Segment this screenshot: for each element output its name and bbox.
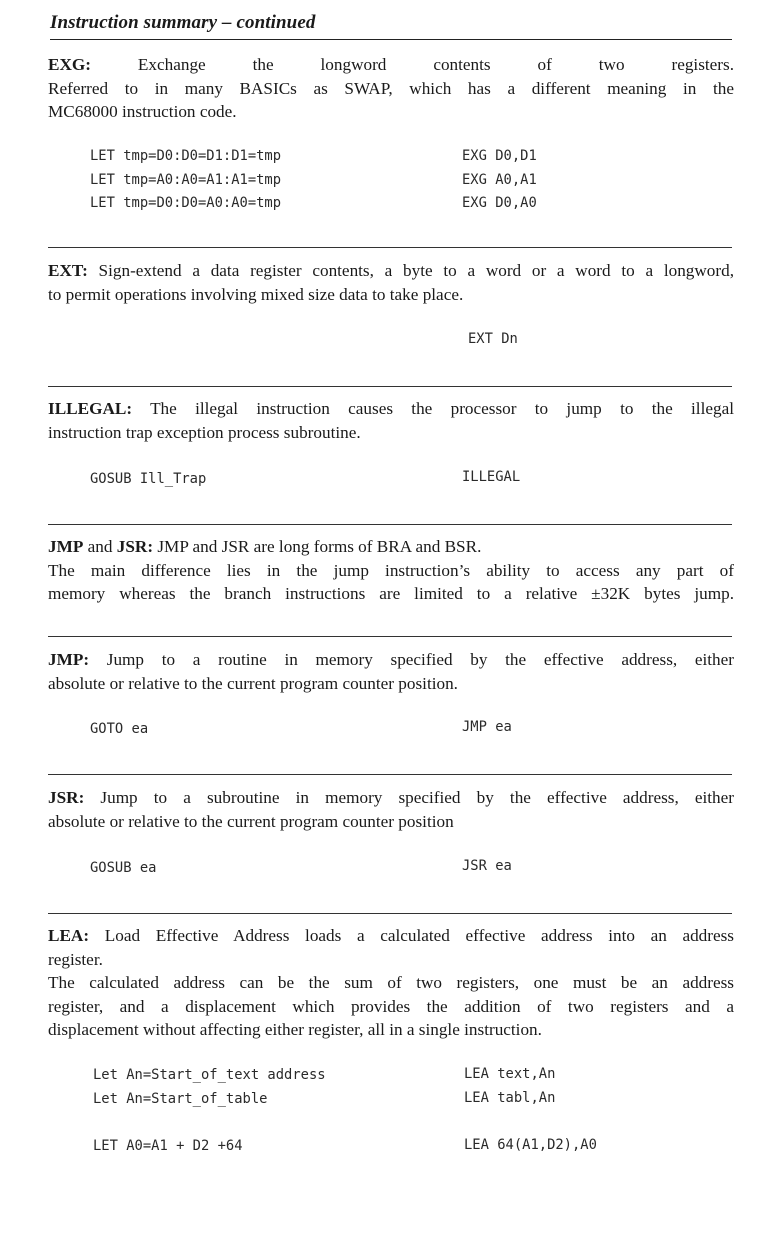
ext-term: EXT:: [48, 261, 88, 280]
exg-line-3: MC68000 instruction code.: [48, 102, 237, 121]
section-divider: [48, 774, 732, 775]
code-line: EXG D0,D1: [462, 148, 537, 164]
jmp-only-term: JMP:: [48, 650, 90, 669]
code-line: JMP ea: [462, 719, 512, 735]
jsr-description: [48, 786, 734, 833]
exg-asm-code: [462, 145, 537, 216]
section-divider: [48, 386, 732, 387]
jmp-line-1: Jump to a routine in memory specified by the effective address, either: [106, 650, 734, 669]
illegal-description: [48, 397, 734, 444]
code-line: LEA tabl,An: [464, 1089, 556, 1106]
illegal-line-1: The illegal instruction causes the processor to jump to the illegal: [150, 399, 734, 418]
code-line: Let An=Start_of_text address: [93, 1067, 326, 1083]
exg-basic-code: [90, 145, 281, 216]
lea-line-3: The calculated address can be the sum of two registers, one must be an address: [48, 973, 734, 992]
jsr-basic-code: [90, 857, 156, 881]
jmp-basic-code: [90, 718, 148, 742]
lea-description: [48, 924, 734, 1042]
code-line: LET A0=A1 + D2 +64: [93, 1137, 243, 1154]
lea-term: LEA:: [48, 926, 90, 945]
jsr-asm-code: [462, 855, 512, 879]
jsr-term: JSR:: [116, 537, 154, 556]
section-divider: [48, 636, 732, 637]
code-line: EXG A0,A1: [462, 171, 537, 188]
ext-description: [48, 259, 734, 306]
exg-term: EXG:: [48, 55, 91, 74]
lea-line-2: register.: [48, 949, 103, 969]
section-divider: [48, 913, 732, 914]
jmp-jsr-line-2: The main difference lies in the jump instruction’s ability to access any part of: [48, 560, 734, 580]
code-line: GOSUB Ill_Trap: [90, 471, 207, 487]
code-line: LEA 64(A1,D2),A0: [464, 1136, 597, 1153]
jmp-jsr-line-3: memory whereas the branch instructions are limited to a relative ±32K bytes jump.: [48, 584, 734, 603]
code-line: GOTO ea: [90, 721, 149, 737]
jsr-line-2: absolute or relative to the current program counter position: [48, 811, 454, 831]
lea-asm-code: [464, 1063, 597, 1157]
code-line: [93, 1111, 326, 1135]
lea-line-5: displacement without affecting either register, all in a single instruction.: [48, 1020, 542, 1039]
ext-line-2: to permit operations involving mixed size data to take place.: [48, 284, 464, 304]
code-line: GOSUB ea: [90, 860, 157, 876]
jmp-term: JMP: [48, 537, 84, 556]
jmp-jsr-line-1: JMP and JSR are long forms of BRA and BSR.: [157, 537, 482, 556]
code-line: LEA text,An: [464, 1066, 556, 1082]
code-line: LET tmp=D0:D0=D1:D1=tmp: [90, 148, 282, 164]
illegal-line-2: instruction trap exception process subroutine.: [48, 422, 361, 442]
section-divider: [48, 247, 732, 248]
jsr-line-1: Jump to a subroutine in memory specified by the effective address, either: [100, 788, 735, 807]
jmp-line-2: absolute or relative to the current program counter position.: [48, 673, 458, 693]
illegal-term: ILLEGAL:: [48, 399, 133, 418]
header-rule: [50, 39, 732, 40]
code-line: ILLEGAL: [462, 469, 521, 485]
code-line: EXT Dn: [468, 331, 518, 347]
illegal-basic-code: [90, 468, 206, 492]
lea-line-1: Load Effective Address loads a calculated effective address into an address: [104, 926, 734, 945]
code-line: LET tmp=A0:A0=A1:A1=tmp: [90, 171, 282, 188]
code-line: LET tmp=D0:D0=A0:A0=tmp: [90, 195, 282, 211]
lea-basic-code: [93, 1064, 326, 1158]
lea-line-4: register, and a displacement which provides the addition of two registers and a: [48, 996, 734, 1016]
code-line: Let An=Start_of_table: [93, 1090, 268, 1107]
jmp-jsr-description: [48, 535, 734, 606]
jmp-asm-code: [462, 716, 512, 740]
section-divider: [48, 524, 732, 525]
ext-asm-code: [468, 328, 518, 352]
code-line: [464, 1110, 597, 1134]
code-line: JSR ea: [462, 858, 512, 874]
page-header: Instruction summary – continued: [50, 12, 316, 33]
ext-line-1: Sign-extend a data register contents, a byte to a word or a word to a longword,: [98, 261, 735, 280]
jsr-only-term: JSR:: [48, 788, 85, 807]
illegal-asm-code: [462, 466, 520, 490]
code-line: EXG D0,A0: [462, 195, 537, 211]
and-connector: and: [83, 537, 117, 556]
exg-line-2: Referred to in many BASICs as SWAP, which has a different meaning in the: [48, 78, 734, 98]
exg-line-1: Exchange the longword contents of two registers.: [137, 55, 735, 74]
exg-description: [48, 53, 734, 124]
jmp-description: [48, 648, 734, 695]
